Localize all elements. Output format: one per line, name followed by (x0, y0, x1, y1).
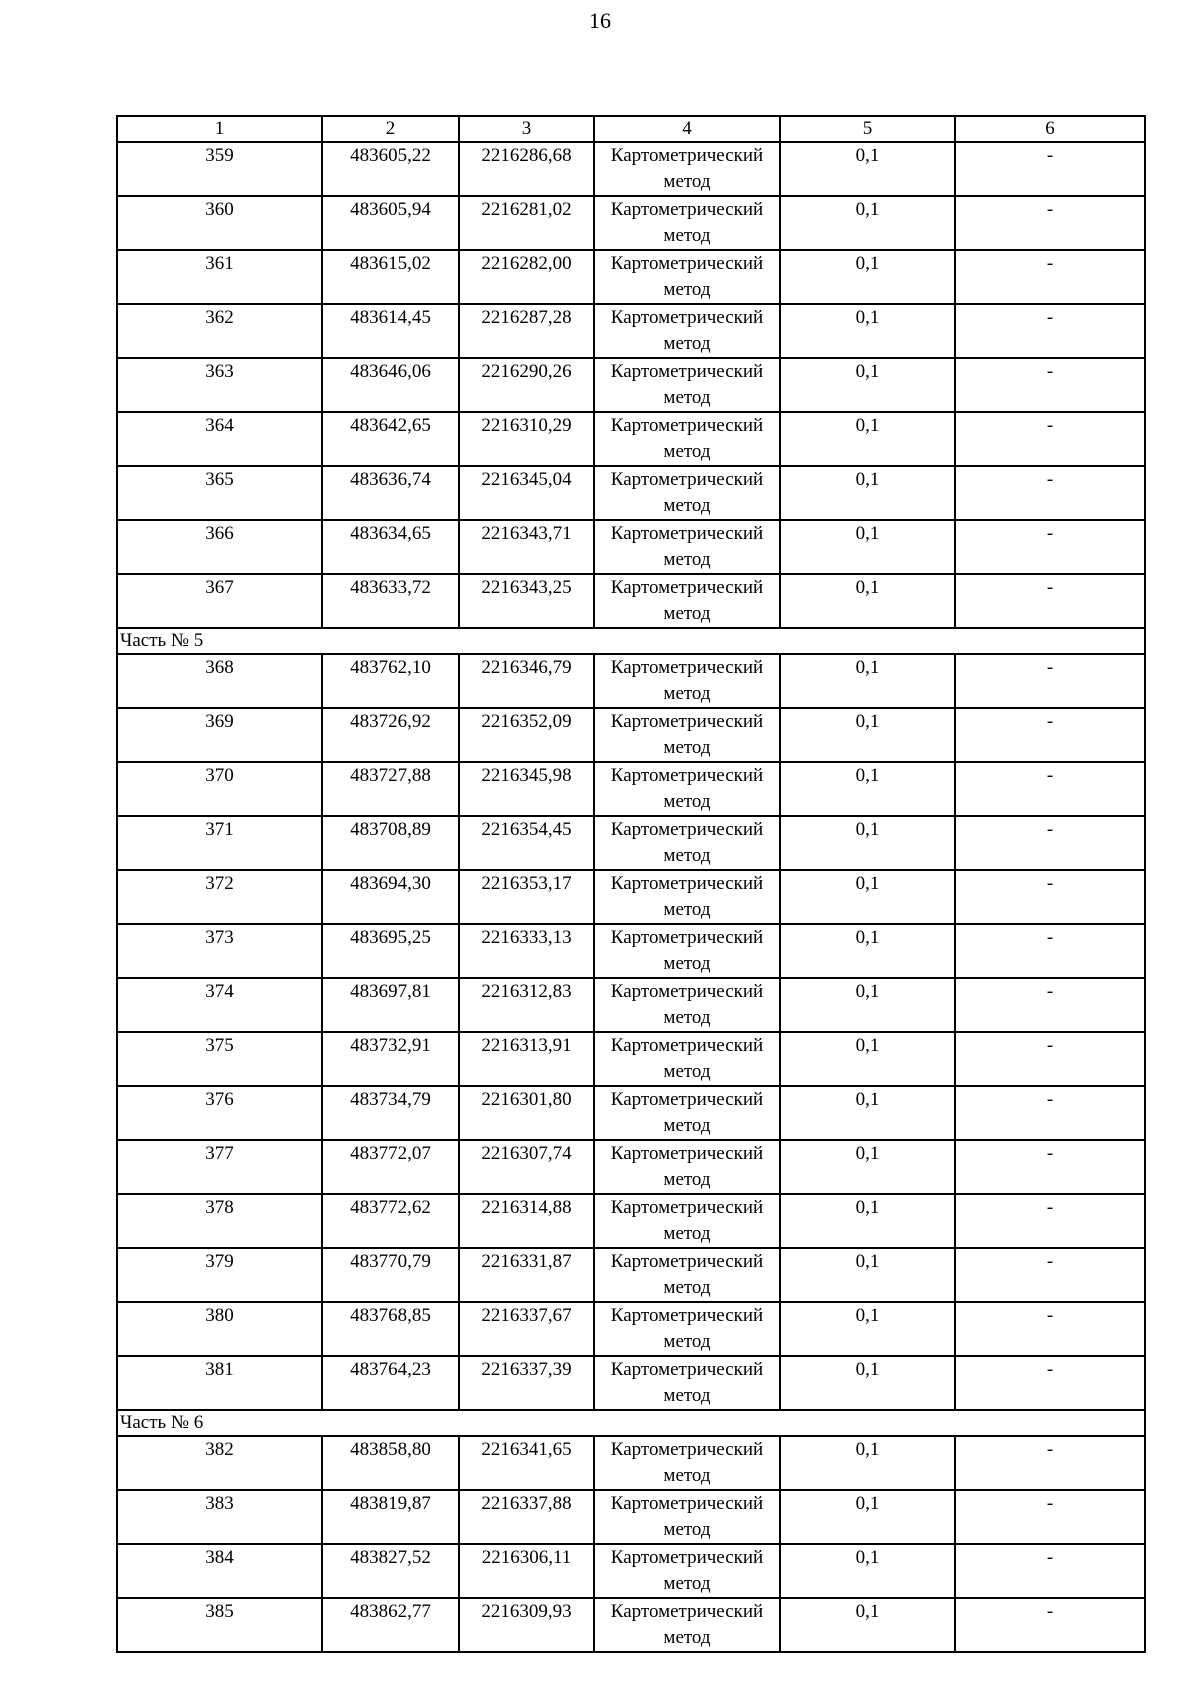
accuracy-cell: 0,1 (780, 1302, 955, 1356)
table-row (117, 1544, 1145, 1598)
method-line: метод (663, 1519, 711, 1540)
description-cell: - (955, 1248, 1145, 1302)
method-cell (594, 1032, 780, 1086)
x-coordinate-cell: 483819,87 (322, 1490, 459, 1544)
table-row (117, 708, 1145, 762)
table-row (117, 816, 1145, 870)
accuracy-cell: 0,1 (780, 1356, 955, 1410)
point-number-cell: 375 (117, 1032, 322, 1086)
table-row (117, 1032, 1145, 1086)
method-line: метод (663, 791, 711, 812)
y-coordinate-cell: 2216333,13 (459, 924, 594, 978)
x-coordinate-cell: 483605,94 (322, 196, 459, 250)
method-cell (594, 1598, 780, 1652)
table-row (117, 1598, 1145, 1652)
part-heading-row (117, 1410, 1145, 1436)
description-cell: - (955, 1086, 1145, 1140)
method-cell (594, 1140, 780, 1194)
y-coordinate-cell: 2216282,00 (459, 250, 594, 304)
method-cell (594, 250, 780, 304)
method-cell (594, 1302, 780, 1356)
point-number-cell: 372 (117, 870, 322, 924)
method-line: метод (663, 683, 711, 704)
point-number-cell: 379 (117, 1248, 322, 1302)
accuracy-cell: 0,1 (780, 1248, 955, 1302)
description-cell: - (955, 142, 1145, 196)
point-number-cell: 363 (117, 358, 322, 412)
description-cell: - (955, 304, 1145, 358)
method-line: метод (663, 1223, 711, 1244)
table-row (117, 1194, 1145, 1248)
method-cell (594, 520, 780, 574)
x-coordinate-cell: 483764,23 (322, 1356, 459, 1410)
table-row (117, 142, 1145, 196)
accuracy-cell: 0,1 (780, 816, 955, 870)
description-cell: - (955, 978, 1145, 1032)
table-row (117, 466, 1145, 520)
point-number-cell: 366 (117, 520, 322, 574)
x-coordinate-cell: 483726,92 (322, 708, 459, 762)
description-cell: - (955, 762, 1145, 816)
table-row (117, 654, 1145, 708)
description-cell: - (955, 1302, 1145, 1356)
method-cell (594, 924, 780, 978)
accuracy-cell: 0,1 (780, 412, 955, 466)
y-coordinate-cell: 2216287,28 (459, 304, 594, 358)
accuracy-cell: 0,1 (780, 762, 955, 816)
method-cell (594, 816, 780, 870)
accuracy-cell: 0,1 (780, 708, 955, 762)
column-header: 5 (780, 116, 955, 142)
method-line: метод (663, 845, 711, 866)
method-cell (594, 196, 780, 250)
x-coordinate-cell: 483762,10 (322, 654, 459, 708)
table-row (117, 978, 1145, 1032)
y-coordinate-cell: 2216290,26 (459, 358, 594, 412)
method-line: Картометрический (610, 1251, 764, 1272)
point-number-cell: 361 (117, 250, 322, 304)
point-number-cell: 364 (117, 412, 322, 466)
method-line: Картометрический (610, 523, 764, 544)
description-cell: - (955, 870, 1145, 924)
description-cell: - (955, 654, 1145, 708)
x-coordinate-cell: 483768,85 (322, 1302, 459, 1356)
description-cell: - (955, 520, 1145, 574)
y-coordinate-cell: 2216343,71 (459, 520, 594, 574)
method-cell (594, 142, 780, 196)
x-coordinate-cell: 483636,74 (322, 466, 459, 520)
method-line: метод (663, 225, 711, 246)
table-row (117, 1490, 1145, 1544)
column-header: 2 (322, 116, 459, 142)
method-line: Картометрический (610, 1439, 764, 1460)
accuracy-cell: 0,1 (780, 1032, 955, 1086)
x-coordinate-cell: 483708,89 (322, 816, 459, 870)
table-row (117, 250, 1145, 304)
description-cell: - (955, 250, 1145, 304)
x-coordinate-cell: 483634,65 (322, 520, 459, 574)
x-coordinate-cell: 483642,65 (322, 412, 459, 466)
table-row (117, 1140, 1145, 1194)
y-coordinate-cell: 2216337,67 (459, 1302, 594, 1356)
y-coordinate-cell: 2216312,83 (459, 978, 594, 1032)
accuracy-cell: 0,1 (780, 924, 955, 978)
method-line: Картометрический (610, 1601, 764, 1622)
method-line: Картометрический (610, 1035, 764, 1056)
method-line: метод (663, 1385, 711, 1406)
point-number-cell: 381 (117, 1356, 322, 1410)
method-cell (594, 708, 780, 762)
method-line: метод (663, 953, 711, 974)
method-line: метод (663, 1061, 711, 1082)
method-cell (594, 1248, 780, 1302)
accuracy-cell: 0,1 (780, 466, 955, 520)
x-coordinate-cell: 483827,52 (322, 1544, 459, 1598)
point-number-cell: 380 (117, 1302, 322, 1356)
point-number-cell: 378 (117, 1194, 322, 1248)
method-line: Картометрический (610, 145, 764, 166)
method-line: Картометрический (610, 1143, 764, 1164)
x-coordinate-cell: 483614,45 (322, 304, 459, 358)
method-line: Картометрический (610, 1305, 764, 1326)
description-cell: - (955, 1436, 1145, 1490)
x-coordinate-cell: 483605,22 (322, 142, 459, 196)
description-cell: - (955, 816, 1145, 870)
accuracy-cell: 0,1 (780, 1140, 955, 1194)
method-line: метод (663, 1169, 711, 1190)
table-body (117, 116, 1145, 1652)
y-coordinate-cell: 2216286,68 (459, 142, 594, 196)
y-coordinate-cell: 2216313,91 (459, 1032, 594, 1086)
y-coordinate-cell: 2216354,45 (459, 816, 594, 870)
point-number-cell: 384 (117, 1544, 322, 1598)
point-number-cell: 374 (117, 978, 322, 1032)
column-header: 3 (459, 116, 594, 142)
x-coordinate-cell: 483862,77 (322, 1598, 459, 1652)
method-line: Картометрический (610, 469, 764, 490)
x-coordinate-cell: 483732,91 (322, 1032, 459, 1086)
x-coordinate-cell: 483770,79 (322, 1248, 459, 1302)
description-cell: - (955, 1490, 1145, 1544)
description-cell: - (955, 196, 1145, 250)
x-coordinate-cell: 483772,07 (322, 1140, 459, 1194)
column-header: 4 (594, 116, 780, 142)
part-heading: Часть № 5 (117, 628, 1145, 654)
method-cell (594, 870, 780, 924)
point-number-cell: 359 (117, 142, 322, 196)
page-number: 16 (589, 8, 611, 33)
method-line: Картометрический (610, 253, 764, 274)
accuracy-cell: 0,1 (780, 358, 955, 412)
point-number-cell: 368 (117, 654, 322, 708)
accuracy-cell: 0,1 (780, 304, 955, 358)
x-coordinate-cell: 483727,88 (322, 762, 459, 816)
column-header: 1 (117, 116, 322, 142)
point-number-cell: 377 (117, 1140, 322, 1194)
method-line: Картометрический (610, 1493, 764, 1514)
description-cell: - (955, 708, 1145, 762)
description-cell: - (955, 1356, 1145, 1410)
point-number-cell: 365 (117, 466, 322, 520)
x-coordinate-cell: 483734,79 (322, 1086, 459, 1140)
method-cell (594, 1356, 780, 1410)
method-line: метод (663, 1007, 711, 1028)
x-coordinate-cell: 483695,25 (322, 924, 459, 978)
description-cell: - (955, 412, 1145, 466)
y-coordinate-cell: 2216346,79 (459, 654, 594, 708)
method-line: Картометрический (610, 1197, 764, 1218)
method-cell (594, 1086, 780, 1140)
description-cell: - (955, 1598, 1145, 1652)
accuracy-cell: 0,1 (780, 1490, 955, 1544)
table-row (117, 870, 1145, 924)
point-number-cell: 367 (117, 574, 322, 628)
x-coordinate-cell: 483697,81 (322, 978, 459, 1032)
method-cell (594, 412, 780, 466)
method-line: Картометрический (610, 415, 764, 436)
point-number-cell: 369 (117, 708, 322, 762)
table-row (117, 924, 1145, 978)
method-line: метод (663, 899, 711, 920)
y-coordinate-cell: 2216345,98 (459, 762, 594, 816)
method-line: Картометрический (610, 927, 764, 948)
description-cell: - (955, 358, 1145, 412)
method-line: Картометрический (610, 361, 764, 382)
method-line: Картометрический (610, 307, 764, 328)
method-line: Картометрический (610, 1359, 764, 1380)
coordinates-table (116, 115, 1146, 1653)
method-cell (594, 1490, 780, 1544)
method-line: Картометрический (610, 1547, 764, 1568)
y-coordinate-cell: 2216281,02 (459, 196, 594, 250)
x-coordinate-cell: 483858,80 (322, 1436, 459, 1490)
method-line: метод (663, 737, 711, 758)
y-coordinate-cell: 2216352,09 (459, 708, 594, 762)
method-cell (594, 762, 780, 816)
point-number-cell: 376 (117, 1086, 322, 1140)
point-number-cell: 373 (117, 924, 322, 978)
point-number-cell: 362 (117, 304, 322, 358)
y-coordinate-cell: 2216309,93 (459, 1598, 594, 1652)
accuracy-cell: 0,1 (780, 654, 955, 708)
description-cell: - (955, 466, 1145, 520)
method-cell (594, 304, 780, 358)
table-row (117, 762, 1145, 816)
point-number-cell: 371 (117, 816, 322, 870)
description-cell: - (955, 924, 1145, 978)
accuracy-cell: 0,1 (780, 870, 955, 924)
y-coordinate-cell: 2216307,74 (459, 1140, 594, 1194)
y-coordinate-cell: 2216331,87 (459, 1248, 594, 1302)
description-cell: - (955, 1032, 1145, 1086)
method-line: метод (663, 1277, 711, 1298)
description-cell: - (955, 1140, 1145, 1194)
method-line: метод (663, 603, 711, 624)
part-heading-row (117, 628, 1145, 654)
method-line: Картометрический (610, 577, 764, 598)
table-row (117, 196, 1145, 250)
table-header-row (117, 116, 1145, 142)
table-row (117, 1356, 1145, 1410)
accuracy-cell: 0,1 (780, 142, 955, 196)
method-cell (594, 574, 780, 628)
x-coordinate-cell: 483646,06 (322, 358, 459, 412)
table-row (117, 1248, 1145, 1302)
method-line: Картометрический (610, 819, 764, 840)
accuracy-cell: 0,1 (780, 1086, 955, 1140)
x-coordinate-cell: 483615,02 (322, 250, 459, 304)
method-line: метод (663, 279, 711, 300)
method-line: Картометрический (610, 873, 764, 894)
method-line: Картометрический (610, 765, 764, 786)
accuracy-cell: 0,1 (780, 1598, 955, 1652)
method-line: Картометрический (610, 1089, 764, 1110)
table-row (117, 412, 1145, 466)
method-line: метод (663, 1627, 711, 1648)
part-heading: Часть № 6 (117, 1410, 1145, 1436)
accuracy-cell: 0,1 (780, 250, 955, 304)
method-line: Картометрический (610, 657, 764, 678)
method-line: метод (663, 495, 711, 516)
accuracy-cell: 0,1 (780, 1544, 955, 1598)
method-cell (594, 1436, 780, 1490)
accuracy-cell: 0,1 (780, 978, 955, 1032)
table-row (117, 520, 1145, 574)
description-cell: - (955, 574, 1145, 628)
table-row (117, 1302, 1145, 1356)
method-line: метод (663, 171, 711, 192)
y-coordinate-cell: 2216343,25 (459, 574, 594, 628)
table-row (117, 1086, 1145, 1140)
method-cell (594, 654, 780, 708)
accuracy-cell: 0,1 (780, 1194, 955, 1248)
y-coordinate-cell: 2216345,04 (459, 466, 594, 520)
method-line: метод (663, 333, 711, 354)
table-row (117, 574, 1145, 628)
point-number-cell: 360 (117, 196, 322, 250)
method-line: Картометрический (610, 711, 764, 732)
method-cell (594, 1194, 780, 1248)
table-row (117, 358, 1145, 412)
y-coordinate-cell: 2216353,17 (459, 870, 594, 924)
y-coordinate-cell: 2216301,80 (459, 1086, 594, 1140)
accuracy-cell: 0,1 (780, 520, 955, 574)
description-cell: - (955, 1194, 1145, 1248)
y-coordinate-cell: 2216314,88 (459, 1194, 594, 1248)
point-number-cell: 383 (117, 1490, 322, 1544)
method-line: метод (663, 441, 711, 462)
method-line: метод (663, 1573, 711, 1594)
method-line: метод (663, 1115, 711, 1136)
x-coordinate-cell: 483772,62 (322, 1194, 459, 1248)
accuracy-cell: 0,1 (780, 196, 955, 250)
table-row (117, 1436, 1145, 1490)
y-coordinate-cell: 2216341,65 (459, 1436, 594, 1490)
table-row (117, 304, 1145, 358)
point-number-cell: 370 (117, 762, 322, 816)
y-coordinate-cell: 2216310,29 (459, 412, 594, 466)
y-coordinate-cell: 2216337,88 (459, 1490, 594, 1544)
description-cell: - (955, 1544, 1145, 1598)
method-cell (594, 466, 780, 520)
y-coordinate-cell: 2216337,39 (459, 1356, 594, 1410)
column-header: 6 (955, 116, 1145, 142)
point-number-cell: 385 (117, 1598, 322, 1652)
method-cell (594, 978, 780, 1032)
method-line: Картометрический (610, 981, 764, 1002)
method-line: метод (663, 1331, 711, 1352)
method-line: Картометрический (610, 199, 764, 220)
accuracy-cell: 0,1 (780, 1436, 955, 1490)
accuracy-cell: 0,1 (780, 574, 955, 628)
x-coordinate-cell: 483633,72 (322, 574, 459, 628)
method-line: метод (663, 549, 711, 570)
point-number-cell: 382 (117, 1436, 322, 1490)
method-line: метод (663, 1465, 711, 1486)
y-coordinate-cell: 2216306,11 (459, 1544, 594, 1598)
x-coordinate-cell: 483694,30 (322, 870, 459, 924)
method-line: метод (663, 387, 711, 408)
method-cell (594, 358, 780, 412)
method-cell (594, 1544, 780, 1598)
